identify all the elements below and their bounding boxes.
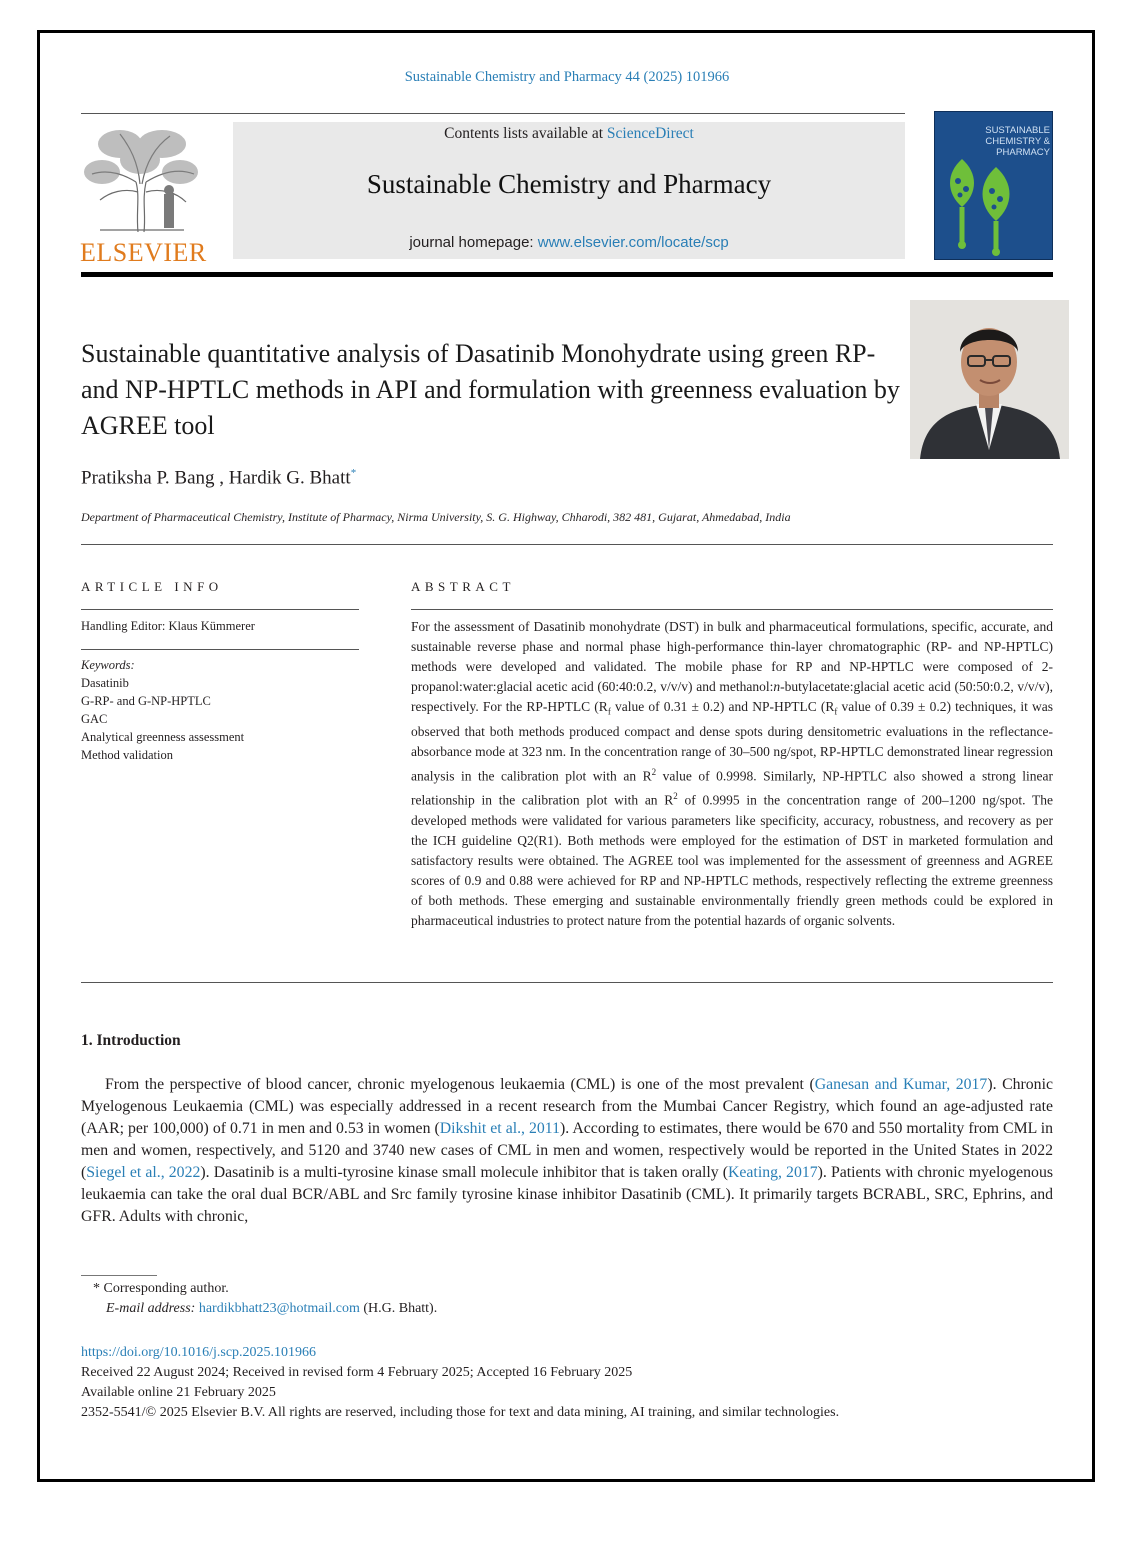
elsevier-tree-icon (80, 122, 204, 234)
email-suffix: (H.G. Bhatt). (359, 1301, 438, 1316)
journal-title: Sustainable Chemistry and Pharmacy (366, 169, 772, 199)
elsevier-wordmark: ELSEVIER (80, 238, 207, 267)
keywords-rule (81, 649, 359, 650)
introduction-heading: 1. Introduction (81, 1032, 181, 1049)
abstract-bottom-rule (81, 982, 1053, 983)
masthead-rule (81, 272, 1053, 277)
contents-prefix: Contents lists available at (444, 125, 607, 142)
corresponding-author-mark[interactable]: * (350, 467, 357, 479)
journal-homepage (233, 234, 905, 251)
header-divider (81, 113, 905, 114)
article-history: Received 22 August 2024; Received in revised form 4 February 2025; Accepted 16 February 2025 (81, 1365, 633, 1380)
keyword-item: G-RP- and G-NP-HPTLC (81, 694, 211, 708)
keyword-item: GAC (81, 712, 108, 726)
elsevier-logo[interactable] (80, 122, 207, 267)
keyword-item: Dasatinib (81, 676, 129, 690)
article-info-heading: ARTICLE INFO (81, 579, 223, 594)
journal-banner (233, 122, 905, 259)
article-info-rule (81, 609, 359, 610)
keywords-label: Keywords: (81, 658, 135, 672)
author-photo (910, 300, 1069, 459)
corresponding-author-note (93, 1281, 229, 1297)
cover-line-3: PHARMACY (996, 147, 1050, 158)
article-title: Sustainable quantitative analysis of Dasatinib Monohydrate using green RP- and NP-HPTLC methods in API and formulation with greenness evaluation by AGREE tool (81, 339, 900, 440)
journal-cover[interactable] (934, 111, 1053, 260)
keywords-block (81, 656, 244, 764)
title-divider (81, 544, 1053, 545)
copyright-line: 2352-5541/© 2025 Elsevier B.V. All rights are reserved, including those for text and data mining, AI training, and similar technologies. (81, 1405, 840, 1420)
email-link[interactable]: hardikbhatt23@hotmail.com (198, 1301, 360, 1316)
keyword-item: Analytical greenness assessment (81, 730, 245, 744)
cover-line-1: SUSTAINABLE (985, 125, 1050, 136)
footnote-mark: * (93, 1281, 100, 1296)
introduction-body: From the perspective of blood cancer, chronic myelogenous leukaemia (CML) is one of the most prevalent (Ganesan and Kumar, 2017). Chronic Myelogenous Leukaemia (CML) was especially addressed in a recent research from the Mumbai Cancer Registry, which found an age-adjusted rate (AAR; per 100,000) of 0.71 in men and 0.53 in women (Dikshit et al., 2011). According to estimates, there would be 670 and 550 mortality from CML in men and women, respectively, and 5120 and 3740 new cases of CML in men and women, respectively would be reported in the United States in 2022 (Siegel et al., 2022). Dasatinib is a multi-tyrosine kinase small molecule inhibitor that is taken orally (Keating, 2017). Patients with chronic myelogenous leukaemia can take the oral dual BCR/ABL and Src family tyrosine kinase inhibitor Dasatinib (CML). It primarily targets BCRABL, SRC, Ephrins, and GFR. Adults with chronic, (81, 1076, 1054, 1225)
citation-link[interactable]: Ganesan and Kumar, 2017 (814, 1076, 988, 1093)
citation-link[interactable]: Siegel et al., 2022 (86, 1164, 201, 1181)
affiliation: Department of Pharmaceutical Chemistry, Institute of Pharmacy, Nirma University, S. G. Highway, Chharodi, 382 481, Gujarat, Ahmedabad, India (81, 510, 791, 524)
available-online: Available online 21 February 2025 (81, 1385, 276, 1400)
author-list (81, 467, 356, 489)
citation-link[interactable]: Dikshit et al., 2011 (439, 1120, 561, 1137)
running-head[interactable]: Sustainable Chemistry and Pharmacy 44 (2025) 101966 (404, 69, 730, 85)
homepage-link[interactable]: www.elsevier.com/locate/scp (537, 234, 729, 251)
sciencedirect-link[interactable]: ScienceDirect (606, 125, 694, 142)
abstract-heading: ABSTRACT (411, 579, 515, 594)
email-note (106, 1301, 437, 1317)
email-label: E-mail address: (106, 1301, 196, 1316)
doi-link[interactable]: https://doi.org/10.1016/j.scp.2025.101966 (81, 1345, 317, 1360)
author-names: Pratiksha P. Bang , Hardik G. Bhatt (81, 467, 351, 489)
author-portrait-icon (910, 300, 1069, 459)
contents-line (233, 125, 905, 143)
cover-title (978, 125, 1050, 158)
abstract-body: For the assessment of Dasatinib monohydrate (DST) in bulk and pharmaceutical formulations, specific, accurate, and sustainable reverse phase and normal phase high-performance thin-layer chromatographic (RP- and NP-HPTLC) methods were developed and validated. The mobile phase for RP and NP-HPTLC were composed of 2-propanol:water:glacial acetic acid (60:40:0.2, v/v/v) and methanol:n-butylacetate:glacial acetic acid (50:50:0.2, v/v/v), respectively. For the RP-HPTLC ($R_f$ value of 0.31 ± 0.2) and NP-HPTLC ($R_f$ value of 0.39 ± 0.2) techniques, it was observed that both methods produced compact and dense spots during densitometric evaluations in the reflectance-absorbance mode at 323 nm. In the concentration range of 30–500 ng/spot, RP-HPTLC demonstrated linear regression analysis in the calibration plot with an $R^2$ value of 0.9998. Similarly, NP-HPTLC also showed a strong linear relationship in the calibration plot with an $R^2$ of 0.9995 in the concentration range of 200–1200 ng/spot. The developed methods were validated for various parameters like specificity, accuracy, robustness, and recovery as per the ICH guideline Q2(R1). Both methods were employed for the estimation of DST in marketed formulation and satisfactory results were obtained. The AGREE tool was implemented for the assessment of greenness and AGREE scores of 0.9 and 0.88 were achieved for RP and NP-HPTLC methods, respectively reflecting the extreme greenness of both methods. These emerging and sustainable environmentally friendly green methods could be explored in pharmaceutical industries to protect nature from the potential hazards of organic solvents. (411, 619, 1054, 928)
abstract-rule (411, 609, 1053, 610)
keyword-item: Method validation (81, 748, 173, 762)
footnote-rule (81, 1275, 157, 1276)
citation-link[interactable]: Keating, 2017 (728, 1164, 818, 1181)
corresponding-label: Corresponding author. (103, 1281, 229, 1296)
handling-editor: Handling Editor: Klaus Kümmerer (81, 619, 255, 633)
homepage-prefix: journal homepage: (409, 234, 538, 251)
cover-line-2: CHEMISTRY & (985, 136, 1050, 147)
